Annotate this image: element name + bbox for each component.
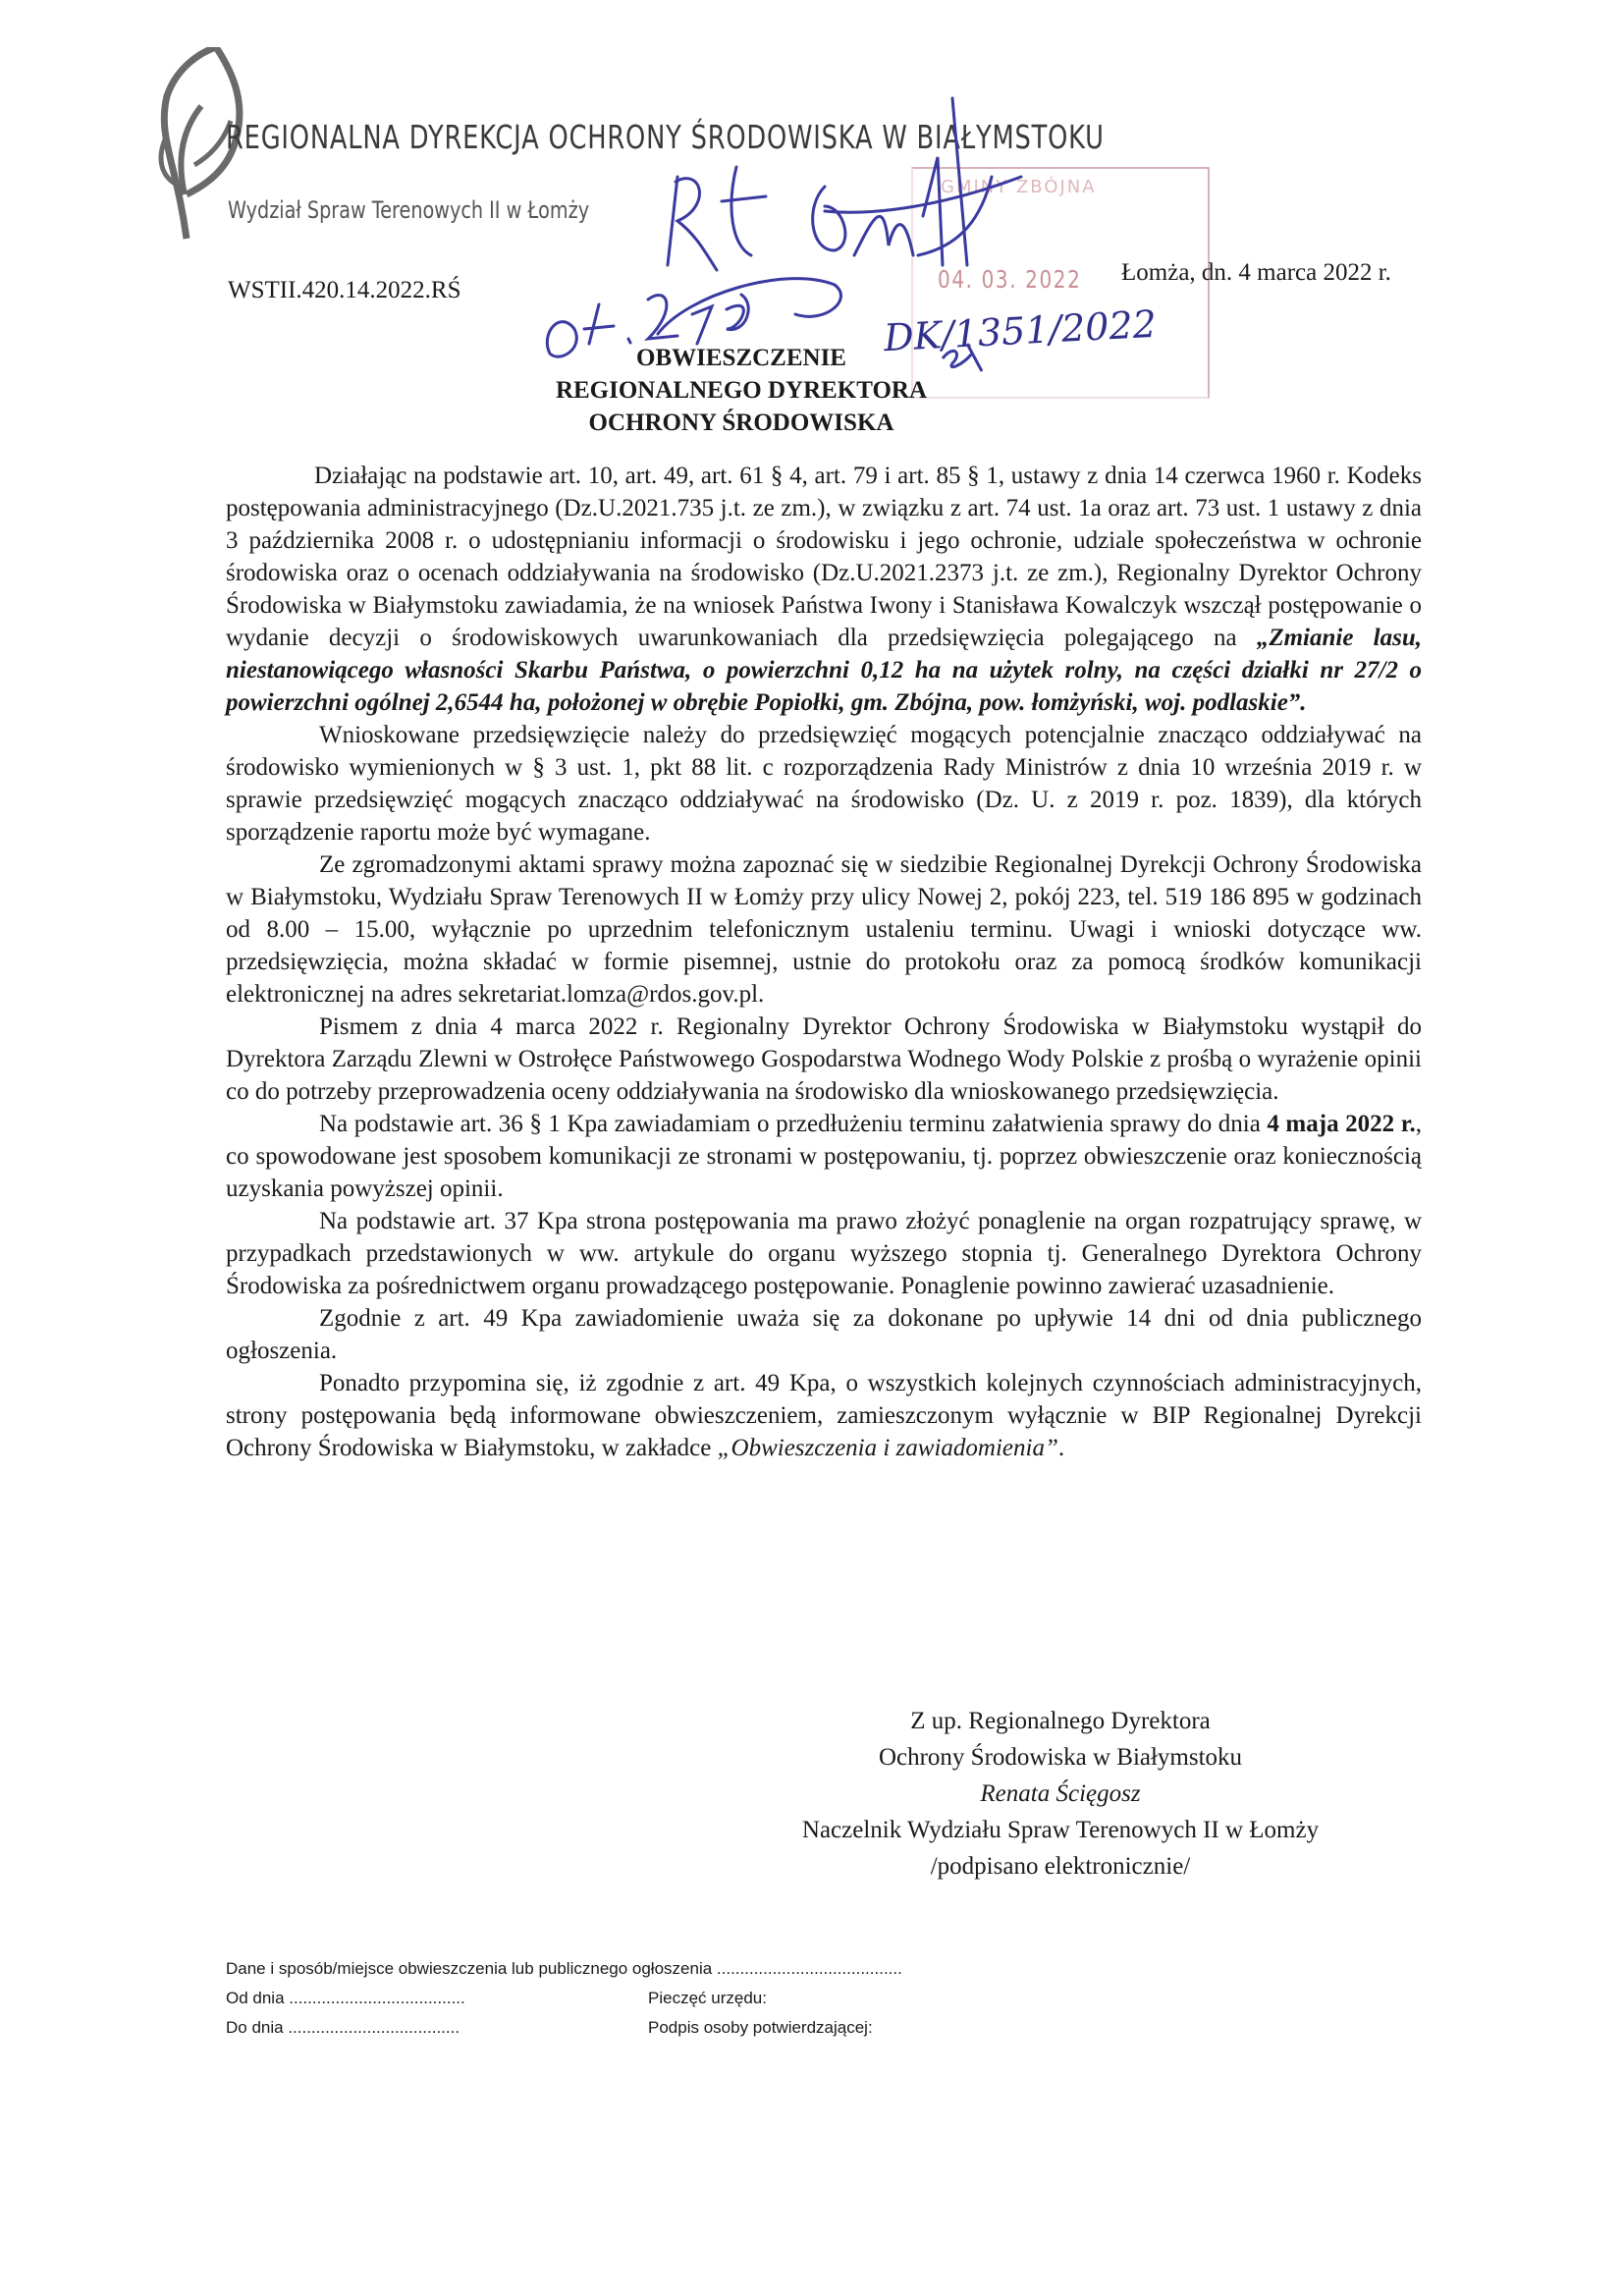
heading-line-1: OBWIESZCZENIE <box>636 345 846 371</box>
stamp-name: GMINY ZBÓJNA <box>941 177 1097 197</box>
org-name: REGIONALNA DYREKCJA OCHRONY ŚRODOWISKA W BIAŁYMSTOKU <box>226 118 1105 156</box>
new-deadline: 4 maja 2022 r. <box>1267 1111 1416 1137</box>
department-name: Wydział Spraw Terenowych II w Łomży <box>228 196 590 224</box>
signature-block <box>746 1703 1375 1885</box>
paragraph-reminder-right: Na podstawie art. 37 Kpa strona postępowania ma prawo złożyć ponaglenie na organ rozpatrujący sprawę, w przypadkach przedstawionych w ww. artykule do organu wyższego stopnia tj. Generalnego Dyrektora Ochrony Środowiska za pośrednictwem organu prowadzącego postępowanie. Ponaglenie powinno zawierać uzasadnienie. <box>226 1208 1422 1299</box>
paragraph-case-files: Ze zgromadzonymi aktami sprawy można zapoznać się w siedzibie Regionalnej Dyrekcji Ochrony Środowiska w Białymstoku, Wydziału Spraw Terenowych II w Łomży przy ulicy Nowej 2, pokój 223, tel. 519 186 895 w godzinach od 8.00 – 15.00, wyłącznie po uprzednim telefonicznym ustaleniu terminu. Uwagi i wnioski dotyczące ww. przedsięwzięcia, można składać w formie pisemnej, ustnie do protokołu oraz za pomocą środków komunikacji elektronicznej na adres sekretariat.lomza@rdos.gov.pl. <box>226 851 1422 1008</box>
document-body <box>226 460 1422 1464</box>
project-description: „Zmianie lasu, niestanowiącego własności Skarbu Państwa, o powierzchni 0,12 ha na użytek rolny, na części działki nr 27/2 o powierzchni ogólnej 2,6544 ha, położonej w obrębie Popiołki, gm. Zbójna, pow. łomżyński, woj. podlaskie”. <box>226 625 1423 716</box>
footer-to-date: Do dnia ..................................... <box>226 2018 460 2037</box>
footer-publication-line: Dane i sposób/miejsce obwieszczenia lub publicznego ogłoszenia ........................................ <box>226 1959 902 1978</box>
paragraph-bip-info: Ponadto przypomina się, iż zgodnie z art. 49 Kpa, o wszystkich kolejnych czynnościach administracyjnych, strony postępowania będą informowane obwieszczeniem, zamieszczonym wyłącznie w BIP Regionalnej Dyrekcji Ochrony Środowiska w Białymstoku, w zakładce „Obwieszczenia i zawiadomienia”. <box>226 1370 1422 1461</box>
stamp-date: 04. 03. 2022 <box>938 265 1082 294</box>
bip-tab-name: „Obwieszczenia i zawiadomienia” <box>717 1435 1058 1461</box>
paragraph-opinion-request: Pismem z dnia 4 marca 2022 r. Regionalny Dyrektor Ochrony Środowiska w Białymstoku wystąpił do Dyrektora Zarządu Zlewni w Ostrołęce Państwowego Gospodarstwa Wodnego Wody Polskie z prośbą o wyrażenie opinii co do potrzeby przeprowadzenia oceny oddziaływania na środowisko dla wnioskowanego przedsięwzięcia. <box>226 1013 1422 1105</box>
place-and-date: Łomża, dn. 4 marca 2022 r. <box>1121 259 1391 286</box>
heading-line-3: OCHRONY ŚRODOWISKA <box>588 410 894 436</box>
heading-line-2: REGIONALNEGO DYREKTORA <box>555 377 928 404</box>
case-number: WSTII.420.14.2022.RŚ <box>228 277 461 303</box>
signatory-position: Naczelnik Wydziału Spraw Terenowych II w Łomży <box>801 1817 1320 1843</box>
signature-note: /podpisano elektronicznie/ <box>930 1853 1191 1880</box>
paragraph-deadline-extension: Na podstawie art. 36 § 1 Kpa zawiadamiam o przedłużeniu terminu załatwienia sprawy do dnia 4 maja 2022 r., co spowodowane jest sposobem komunikacji ze stronami w postępowaniu, tj. poprzez obwieszczenie oraz koniecznością uzyskania powyższej opinii. <box>226 1111 1422 1202</box>
paragraph-notice-effect: Zgodnie z art. 49 Kpa zawiadomienie uważa się za dokonane po upływie 14 dni od dnia publicznego ogłoszenia. <box>226 1305 1422 1364</box>
footer-office-stamp: Pieczęć urzędu: <box>648 1989 767 2007</box>
publication-footer <box>226 1954 902 2043</box>
footer-from-date: Od dnia ...................................... <box>226 1989 465 2007</box>
footer-confirming-signature: Podpis osoby potwierdzającej: <box>648 2018 873 2037</box>
handwritten-annotation <box>530 59 1041 373</box>
paragraph-legal-basis: Działając na podstawie art. 10, art. 49, art. 61 § 4, art. 79 i art. 85 § 1, ustawy z dnia 14 czerwca 1960 r. Kodeks postępowania administracyjnego (Dz.U.2021.735 j.t. ze zm.), w związku z art. 74 ust. 1a oraz art. 73 ust. 1 ustawy z dnia 3 października 2008 r. o udostępnianiu informacji o środowisku i jego ochronie, udziale społeczeństwa w ochronie środowiska oraz o ocenach oddziaływania na środowisko (Dz.U.2021.2373 j.t. ze zm.), Regionalny Dyrektor Ochrony Środowiska w Białymstoku zawiadamia, że na wniosek Państwa Iwony i Stanisława Kowalczyk wszczął postępowanie o wydanie decyzji o środowiskowych uwarunkowaniach dla przedsięwzięcia polegającego na „Zmianie lasu, niestanowiącego własności Skarbu Państwa, o powierzchni 0,12 ha na użytek rolny, na części działki nr 27/2 o powierzchni ogólnej 2,6544 ha, położonej w obrębie Popiołki, gm. Zbójna, pow. łomżyński, woj. podlaskie”. <box>226 463 1423 716</box>
document-heading <box>530 342 952 439</box>
signature-line-2: Ochrony Środowiska w Białymstoku <box>878 1744 1243 1771</box>
signatory-name: Renata Ścięgosz <box>980 1780 1141 1807</box>
signature-line-1: Z up. Regionalnego Dyrektora <box>910 1708 1211 1734</box>
stamp-registration-number: DK/1351/2022 <box>883 301 1158 360</box>
paragraph-classification: Wnioskowane przedsięwzięcie należy do przedsięwzięć mogących potencjalnie znacząco oddziaływać na środowisko wymienionych w § 3 ust. 1, pkt 88 lit. c rozporządzenia Rady Ministrów z dnia 10 września 2019 r. w sprawie przedsięwzięć mogących znacząco oddziaływać na środowisko (Dz. U. z 2019 r. poz. 1839), dla których sporządzenie raportu może być wymagane. <box>226 722 1422 846</box>
